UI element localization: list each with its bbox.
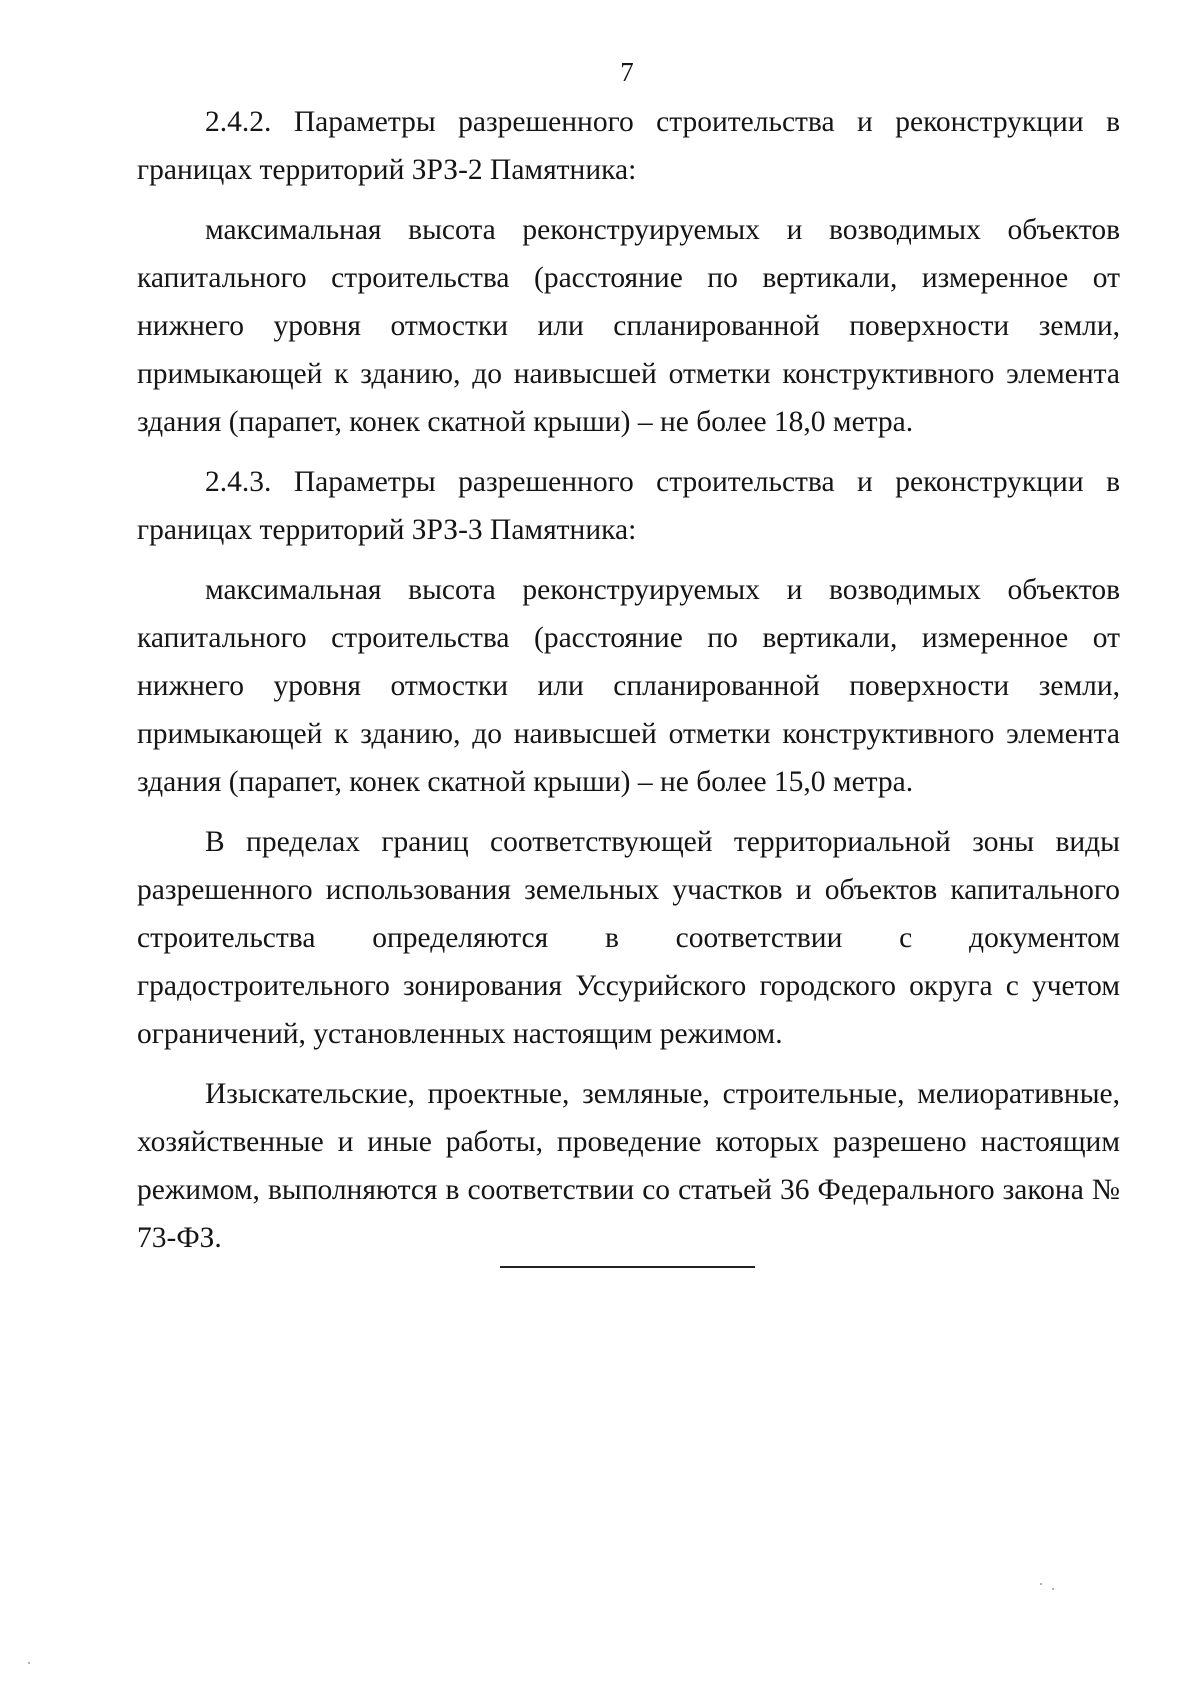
page-number: 7 [620,57,634,87]
scan-speck [28,1662,30,1664]
paragraph-2-4-3-heading: 2.4.3. Параметры разрешенного строительства и реконструкции в границах территорий ЗРЗ-3 Памятника: [137,466,1120,546]
document-body [137,98,1120,1262]
paragraph-works-regulation: Изыскательские, проектные, земляные, строительные, мелиоративные, хозяйственные и иные работы, проведение которых разрешено настоящим режимом, выполняются в соответствии со статьей 36 Федерального закона № 73-ФЗ. [137,1078,1120,1254]
paragraph-zrz3-max-height: максимальная высота реконструируемых и возводимых объектов капитального строительства (расстояние по вертикали, измеренное от нижнего уровня отмостки или спланированной поверхности земли, примыкающей к зданию, до наивысшей отметки конструктивного элемента здания (парапет, конек скатной крыши) – не более 15,0 метра. [137,574,1120,798]
scan-speck [1040,1583,1042,1585]
paragraph-2-4-2-heading: 2.4.2. Параметры разрешенного строительства и реконструкции в границах территорий ЗРЗ-2 Памятника: [137,106,1120,186]
paragraph-zrz2-max-height: максимальная высота реконструируемых и возводимых объектов капитального строительства (расстояние по вертикали, измеренное от нижнего уровня отмостки или спланированной поверхности земли, примыкающей к зданию, до наивысшей отметки конструктивного элемента здания (парапет, конек скатной крыши) – не более 18,0 метра. [137,214,1120,438]
paragraph-permitted-use: В пределах границ соответствующей территориальной зоны виды разрешенного использования земельных участков и объектов капитального строительства определяются в соответствии с документом градостроительного зонирования Уссурийского городского округа с учетом ограничений, установленных настоящим режимом. [137,826,1120,1050]
scan-speck [1052,1588,1054,1590]
end-of-text-rule [500,1266,755,1268]
